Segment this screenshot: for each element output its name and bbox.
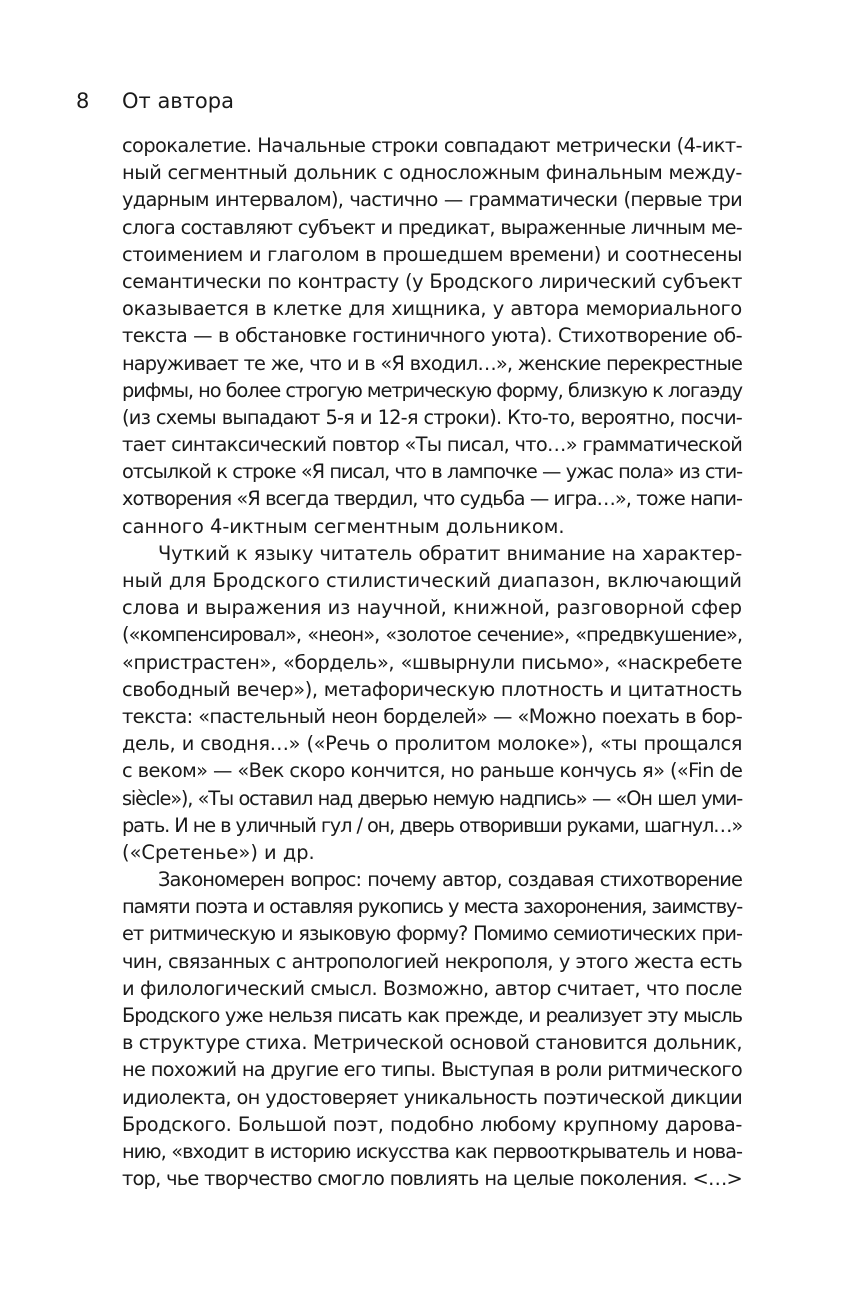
text-line: («Сретенье») и др. [122, 840, 315, 864]
paragraph-3 [122, 866, 742, 1192]
text-line: не похожий на другие его типы. Выступая в роли ритмического [122, 1058, 742, 1082]
text-line: оказывается в клетке для хищника, у автора мемориального [122, 297, 742, 321]
text-line: в структуре стиха. Метрической основой становится дольник, [122, 1031, 743, 1055]
text-line: ный сегментный дольник с односложным финальным между- [122, 161, 742, 185]
text-line: нию, «входит в историю искусства как первооткрыватель и нова- [122, 1139, 742, 1163]
text-line: и филологический смысл. Возможно, автор считает, что после [122, 976, 742, 1000]
text-line: рать. И не в уличный гул / он, дверь отворивши руками, шагнул…» [122, 813, 742, 837]
text-line: «пристрастен», «бордель», «швырнули письмо», «наскребете [122, 650, 742, 674]
text-line: с веком» — «Век скоро кончится, но раньше кончусь я» («Fin de [122, 759, 743, 783]
page-number: 8 [76, 89, 90, 113]
text-line: рифмы, но более строгую метрическую форму, близкую к логаэду [122, 378, 742, 402]
text-line: отсылкой к строке «Я писал, что в лампочке — ужас пола» из сти- [122, 460, 742, 484]
text-line: чин, связанных с антропологией некрополя, у этого жеста есть [122, 949, 742, 973]
text-line: Бродского уже нельзя писать как прежде, и реализует эту мысль [122, 1004, 742, 1027]
text-line: идиолекта, он удостоверяет уникальность поэтической дикции [122, 1085, 742, 1109]
text-line: слова и выражения из научной, книжной, разговорной сфер [122, 596, 742, 620]
text-line: ударным интервалом), частично — грамматически (первые три [122, 188, 742, 212]
text-line: ет ритмическую и языковую форму? Помимо семиотических при- [122, 922, 742, 946]
text-line: Чуткий к языку читатель обратит внимание на характер- [158, 541, 742, 565]
paragraph-1 [122, 132, 742, 540]
text-line: наруживает те же, что и в «Я входил…», женские перекрестные [122, 351, 742, 375]
text-line: памяти поэта и оставляя рукопись у места захоронения, заимству- [122, 895, 742, 919]
text-line: тает синтаксический повтор «Ты писал, что…» грамматической [122, 433, 743, 457]
running-title: От автора [122, 89, 234, 113]
paragraph-2 [122, 540, 742, 866]
text-line: свободный вечер»), метафорическую плотность и цитатность [122, 677, 742, 701]
text-line: тор, чье творчество смогло повлиять на целые поколения. <…> [122, 1167, 742, 1191]
text-line: семантически по контрасту (у Бродского лирический субъект [122, 269, 742, 293]
text-line: Бродского. Большой поэт, подобно любому крупному дарова- [122, 1112, 742, 1136]
text-line: хотворения «Я всегда твердил, что судьба — игра…», тоже напи- [122, 487, 742, 511]
text-line: («компенсировал», «неон», «золотое сечение», «предвкушение», [122, 623, 742, 647]
text-line: стоимением и глаголом в прошедшем времени) и соотнесены [122, 242, 742, 266]
text-line: слога составляют субъект и предикат, выраженные личным ме- [122, 215, 742, 239]
text-line: ный для Бродского стилистический диапазон, включающий [122, 569, 742, 592]
text-line: (из схемы выпадают 5-я и 12-я строки). Кто-то, вероятно, посчи- [122, 405, 742, 429]
body-text [122, 132, 742, 1192]
text-line: текста — в обстановке гостиничного уюта). Стихотворение об- [122, 324, 742, 348]
text-line: текста: «пастельный неон борделей» — «Можно поехать в бор- [122, 704, 742, 728]
text-line: Закономерен вопрос: почему автор, создавая стихотворение [158, 868, 742, 892]
running-head [76, 86, 234, 116]
text-line: siècle»), «Ты оставил над дверью немую надпись» — «Он шел уми- [122, 786, 742, 810]
text-line: дель, и сводня…» («Речь о пролитом молоке»), «ты прощался [122, 732, 742, 756]
text-line: санного 4-иктным сегментным дольником. [122, 514, 565, 538]
text-line: сорокалетие. Начальные строки совпадают метрически (4-икт- [122, 134, 742, 157]
